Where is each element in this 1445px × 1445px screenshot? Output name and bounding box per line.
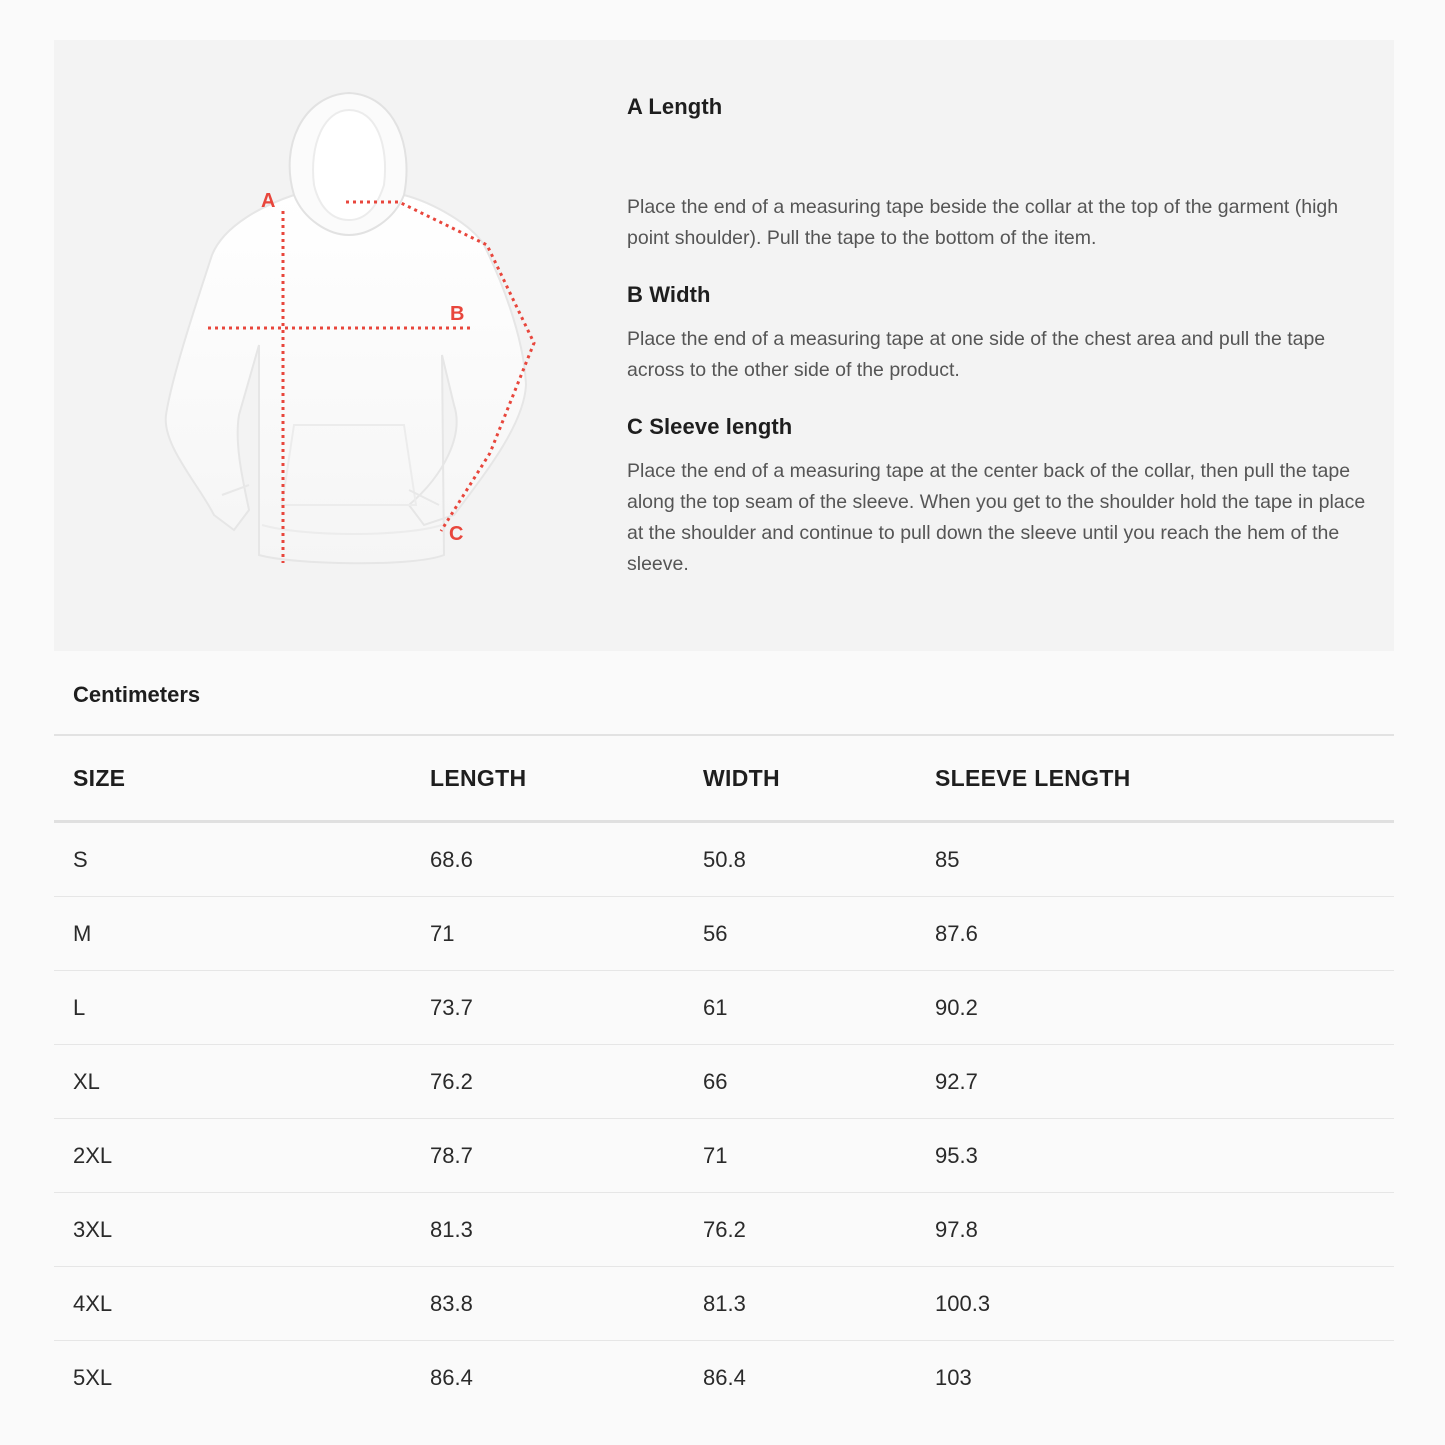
cell-sleeve-length: 90.2 (935, 994, 978, 1020)
cell-size: M (73, 920, 92, 946)
cell-size: 5XL (73, 1365, 113, 1390)
cell-length: 76.2 (430, 1068, 473, 1094)
cell-sleeve-length: 87.6 (935, 920, 978, 946)
table-row (54, 897, 1394, 971)
table-row (54, 1045, 1394, 1119)
size-table (54, 734, 1394, 1415)
cell-length: 86.4 (430, 1365, 473, 1390)
table-row (54, 1341, 1394, 1415)
table-row (54, 1267, 1394, 1341)
cell-sleeve-length: 95.3 (935, 1142, 978, 1168)
cell-width: 56 (703, 920, 728, 946)
section-sleeve-length (627, 412, 1367, 580)
cell-length: 71 (430, 920, 455, 946)
cell-sleeve-length: 85 (935, 846, 960, 872)
header-length: LENGTH (430, 764, 527, 791)
section-width (627, 280, 1367, 386)
cell-length: 78.7 (430, 1142, 473, 1168)
label-b: B (450, 303, 465, 325)
measurement-descriptions (627, 92, 1367, 580)
section-title: A Length (627, 94, 723, 119)
hoodie-illustration-icon (154, 85, 554, 585)
measurement-guide (54, 40, 1394, 651)
table-row (54, 823, 1394, 897)
cell-size: 2XL (73, 1142, 113, 1168)
label-a: A (261, 190, 276, 212)
cell-size: 3XL (73, 1216, 113, 1242)
cell-length: 81.3 (430, 1216, 473, 1242)
cell-width: 86.4 (703, 1365, 746, 1390)
section-text: Place the end of a measuring tape at one side of the chest area and pull the tape across to the other side of the product. (627, 328, 1326, 381)
cell-sleeve-length: 103 (935, 1365, 972, 1390)
table-header (54, 736, 1394, 823)
cell-size: 4XL (73, 1290, 113, 1316)
table-row (54, 971, 1394, 1045)
section-length (627, 92, 1367, 254)
header-sleeve-length: SLEEVE LENGTH (935, 764, 1131, 791)
table-row (54, 1193, 1394, 1267)
cell-size: L (73, 994, 86, 1020)
header-width: WIDTH (703, 764, 780, 791)
section-text: Place the end of a measuring tape beside the collar at the top of the garment (high point shoulder). Pull the tape to the bottom of the item. (627, 196, 1339, 249)
header-size: SIZE (73, 764, 126, 791)
units-label: Centimeters (73, 682, 201, 707)
cell-width: 71 (703, 1142, 728, 1168)
cell-width: 81.3 (703, 1290, 746, 1316)
cell-width: 76.2 (703, 1216, 746, 1242)
cell-length: 73.7 (430, 994, 473, 1020)
cell-sleeve-length: 92.7 (935, 1068, 978, 1094)
cell-width: 66 (703, 1068, 728, 1094)
section-title: C Sleeve length (627, 414, 793, 439)
cell-sleeve-length: 100.3 (935, 1290, 991, 1316)
section-text: Place the end of a measuring tape at the center back of the collar, then pull the tape along the top seam of the sleeve. When you get to the shoulder hold the tape in place at the shoulder and continue to pull down the sleeve until you reach the hem of the sleeve. (627, 460, 1366, 575)
cell-width: 61 (703, 994, 728, 1020)
cell-length: 83.8 (430, 1290, 473, 1316)
cell-sleeve-length: 97.8 (935, 1216, 978, 1242)
section-title: B Width (627, 282, 711, 307)
cell-length: 68.6 (430, 846, 473, 872)
cell-size: S (73, 846, 88, 872)
label-c: C (449, 523, 464, 545)
cell-size: XL (73, 1068, 100, 1094)
table-row (54, 1119, 1394, 1193)
cell-width: 50.8 (703, 846, 746, 872)
